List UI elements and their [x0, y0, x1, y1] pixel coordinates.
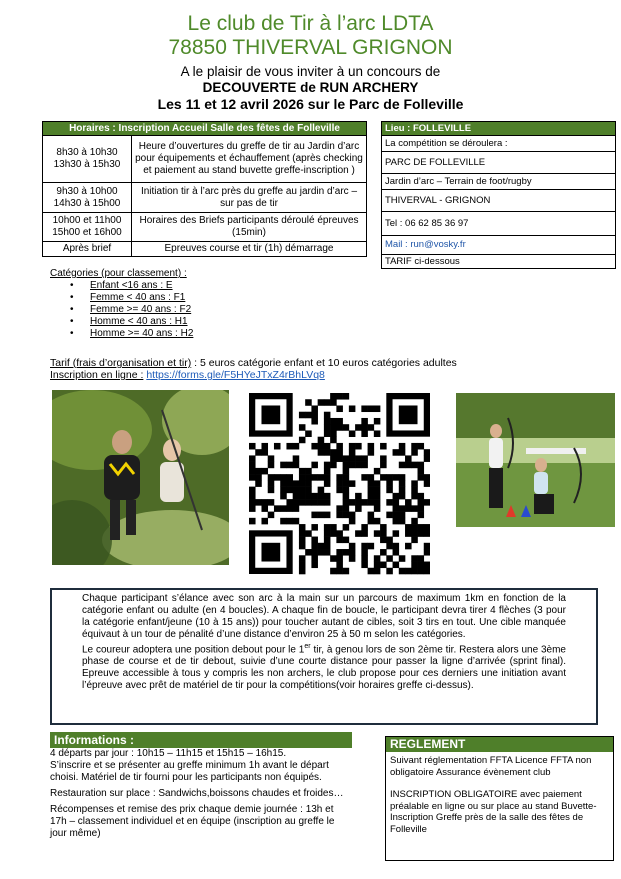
- description-p2: Le coureur adoptera une position debout pour le 1er tir, à genou lors de son 2ème tir. Restera alors une 3ème phase de course et de tir debout, suivie d’une courte distance pour passer la ligne d’arrivée (sprint final). Epreuve accessible à tous y compris les non archers, le club propose pour ces derniers une initiation avant l’épreuve avec prêt de matériel de tir pour la compétitions(voir horaires greffe ci-dessus).: [82, 643, 566, 692]
- inscription-label: Inscription en ligne :: [50, 369, 144, 381]
- event-name: DECOUVERTE de RUN ARCHERY: [202, 80, 419, 95]
- runner-photo: [52, 390, 229, 565]
- schedule-desc: Horaires des Briefs participants déroulé épreuves (15min): [132, 213, 367, 242]
- info-line: S’inscrire et se présenter au greffe minimum 1h avant le départ choisi. Matériel de tir fourni pour les participants non équipés.: [50, 760, 329, 783]
- invite-text: A le plaisir de vous inviter à un concours de: [180, 64, 441, 79]
- location-row: PARC DE FOLLEVILLE: [382, 152, 616, 174]
- categories-list: [50, 268, 193, 340]
- reglement-line: INSCRIPTION OBLIGATOIRE avec paiement préalable en ligne ou sur place au stand Buvette-Inscription Greffe près de la salle des fêtes de Folleville: [390, 789, 597, 835]
- tarif-section: [50, 357, 457, 381]
- club-address: 78850 THIVERVAL GRIGNON: [168, 36, 453, 59]
- reglement-line: Suivant réglementation FFTA Licence FFTA non obligatoire Assurance évènement club: [390, 755, 592, 778]
- schedule-header: Horaires : Inscription Accueil Salle des fêtes de Folleville: [43, 122, 367, 136]
- category-item: • Femme < 40 ans : F1: [68, 292, 193, 304]
- location-header: Lieu : FOLLEVILLE: [382, 122, 616, 136]
- category-item: • Homme < 40 ans : H1: [68, 316, 193, 328]
- informations-body: [50, 748, 352, 840]
- schedule-desc: Initiation tir à l’arc près du greffe au jardin d’arc – sur pas de tir: [132, 183, 367, 213]
- schedule-time: Après brief: [43, 242, 132, 257]
- description-box: [50, 588, 598, 725]
- info-line: 4 départs par jour : 10h15 – 11h15 et 15h15 – 16h15.: [50, 748, 287, 759]
- description-p1: Chaque participant s’élance avec son arc à la main sur un parcours de maximum 1km en fonction de la catégorie enfant ou adulte (en 4 boucles). A chaque fin de boucle, le participant devra tirer 4 flèches (3 pour la catégorie enfant/jeune (10 à 15 ans)) pour toucher autant de cibles, soit 3 tirs en tout. Une cible manquée équivaut à un tour de pénalité d’une distance d’environ 25 à 50 m selon les catégories.: [82, 593, 566, 640]
- schedule-time: 9h30 à 10h00 14h30 à 15h00: [43, 183, 132, 213]
- event-dates: Les 11 et 12 avril 2026 sur le Parc de Folleville: [157, 96, 464, 112]
- inscription-link[interactable]: https://forms.gle/F5HYeJTxZ4rBhLVq8: [146, 369, 325, 381]
- archers-photo: [456, 393, 615, 527]
- club-title: Le club de Tir à l’arc LDTA: [187, 12, 434, 35]
- location-table: [381, 121, 616, 269]
- location-mail[interactable]: Mail : run@vosky.fr: [382, 236, 616, 255]
- schedule-time: 10h00 et 11h00 15h00 et 16h00: [43, 213, 132, 242]
- category-item: • Femme >= 40 ans : F2: [68, 304, 193, 316]
- informations-heading: Informations :: [50, 732, 352, 748]
- reglement-heading: REGLEMENT: [386, 737, 613, 752]
- location-row: TARIF ci-dessous: [382, 255, 616, 269]
- location-row: La compétition se déroulera :: [382, 136, 616, 152]
- schedule-desc: Epreuves course et tir (1h) démarrage: [132, 242, 367, 257]
- schedule-table: [42, 121, 367, 257]
- tarif-text: : 5 euros catégorie enfant et 10 euros catégories adultes: [191, 357, 457, 369]
- location-row: THIVERVAL - GRIGNON: [382, 190, 616, 212]
- category-item: • Enfant <16 ans : E: [68, 280, 193, 292]
- schedule-time: 8h30 à 10h30 13h30 à 15h30: [43, 136, 132, 183]
- category-item: • Homme >= 40 ans : H2: [68, 328, 193, 340]
- schedule-desc: Heure d’ouvertures du greffe de tir au Jardin d’arc pour équipements et échauffement (après checking et paiement au stand buvette greffe-inscription ): [132, 136, 367, 183]
- reglement-box: [385, 736, 614, 861]
- qr-code[interactable]: [249, 393, 430, 576]
- info-line: Restauration sur place : Sandwichs,boissons chaudes et froides…: [50, 788, 344, 799]
- info-line: Récompenses et remise des prix chaque demie journée : 13h et 17h – classement individuel et en équipe (inscription au greffe le jour même): [50, 804, 335, 839]
- location-row: Jardin d’arc – Terrain de foot/rugby: [382, 174, 616, 190]
- categories-heading: Catégories (pour classement) :: [50, 268, 187, 279]
- location-phone: Tel : 06 62 85 36 97: [382, 212, 616, 236]
- tarif-label: Tarif (frais d’organisation et tir): [50, 357, 192, 369]
